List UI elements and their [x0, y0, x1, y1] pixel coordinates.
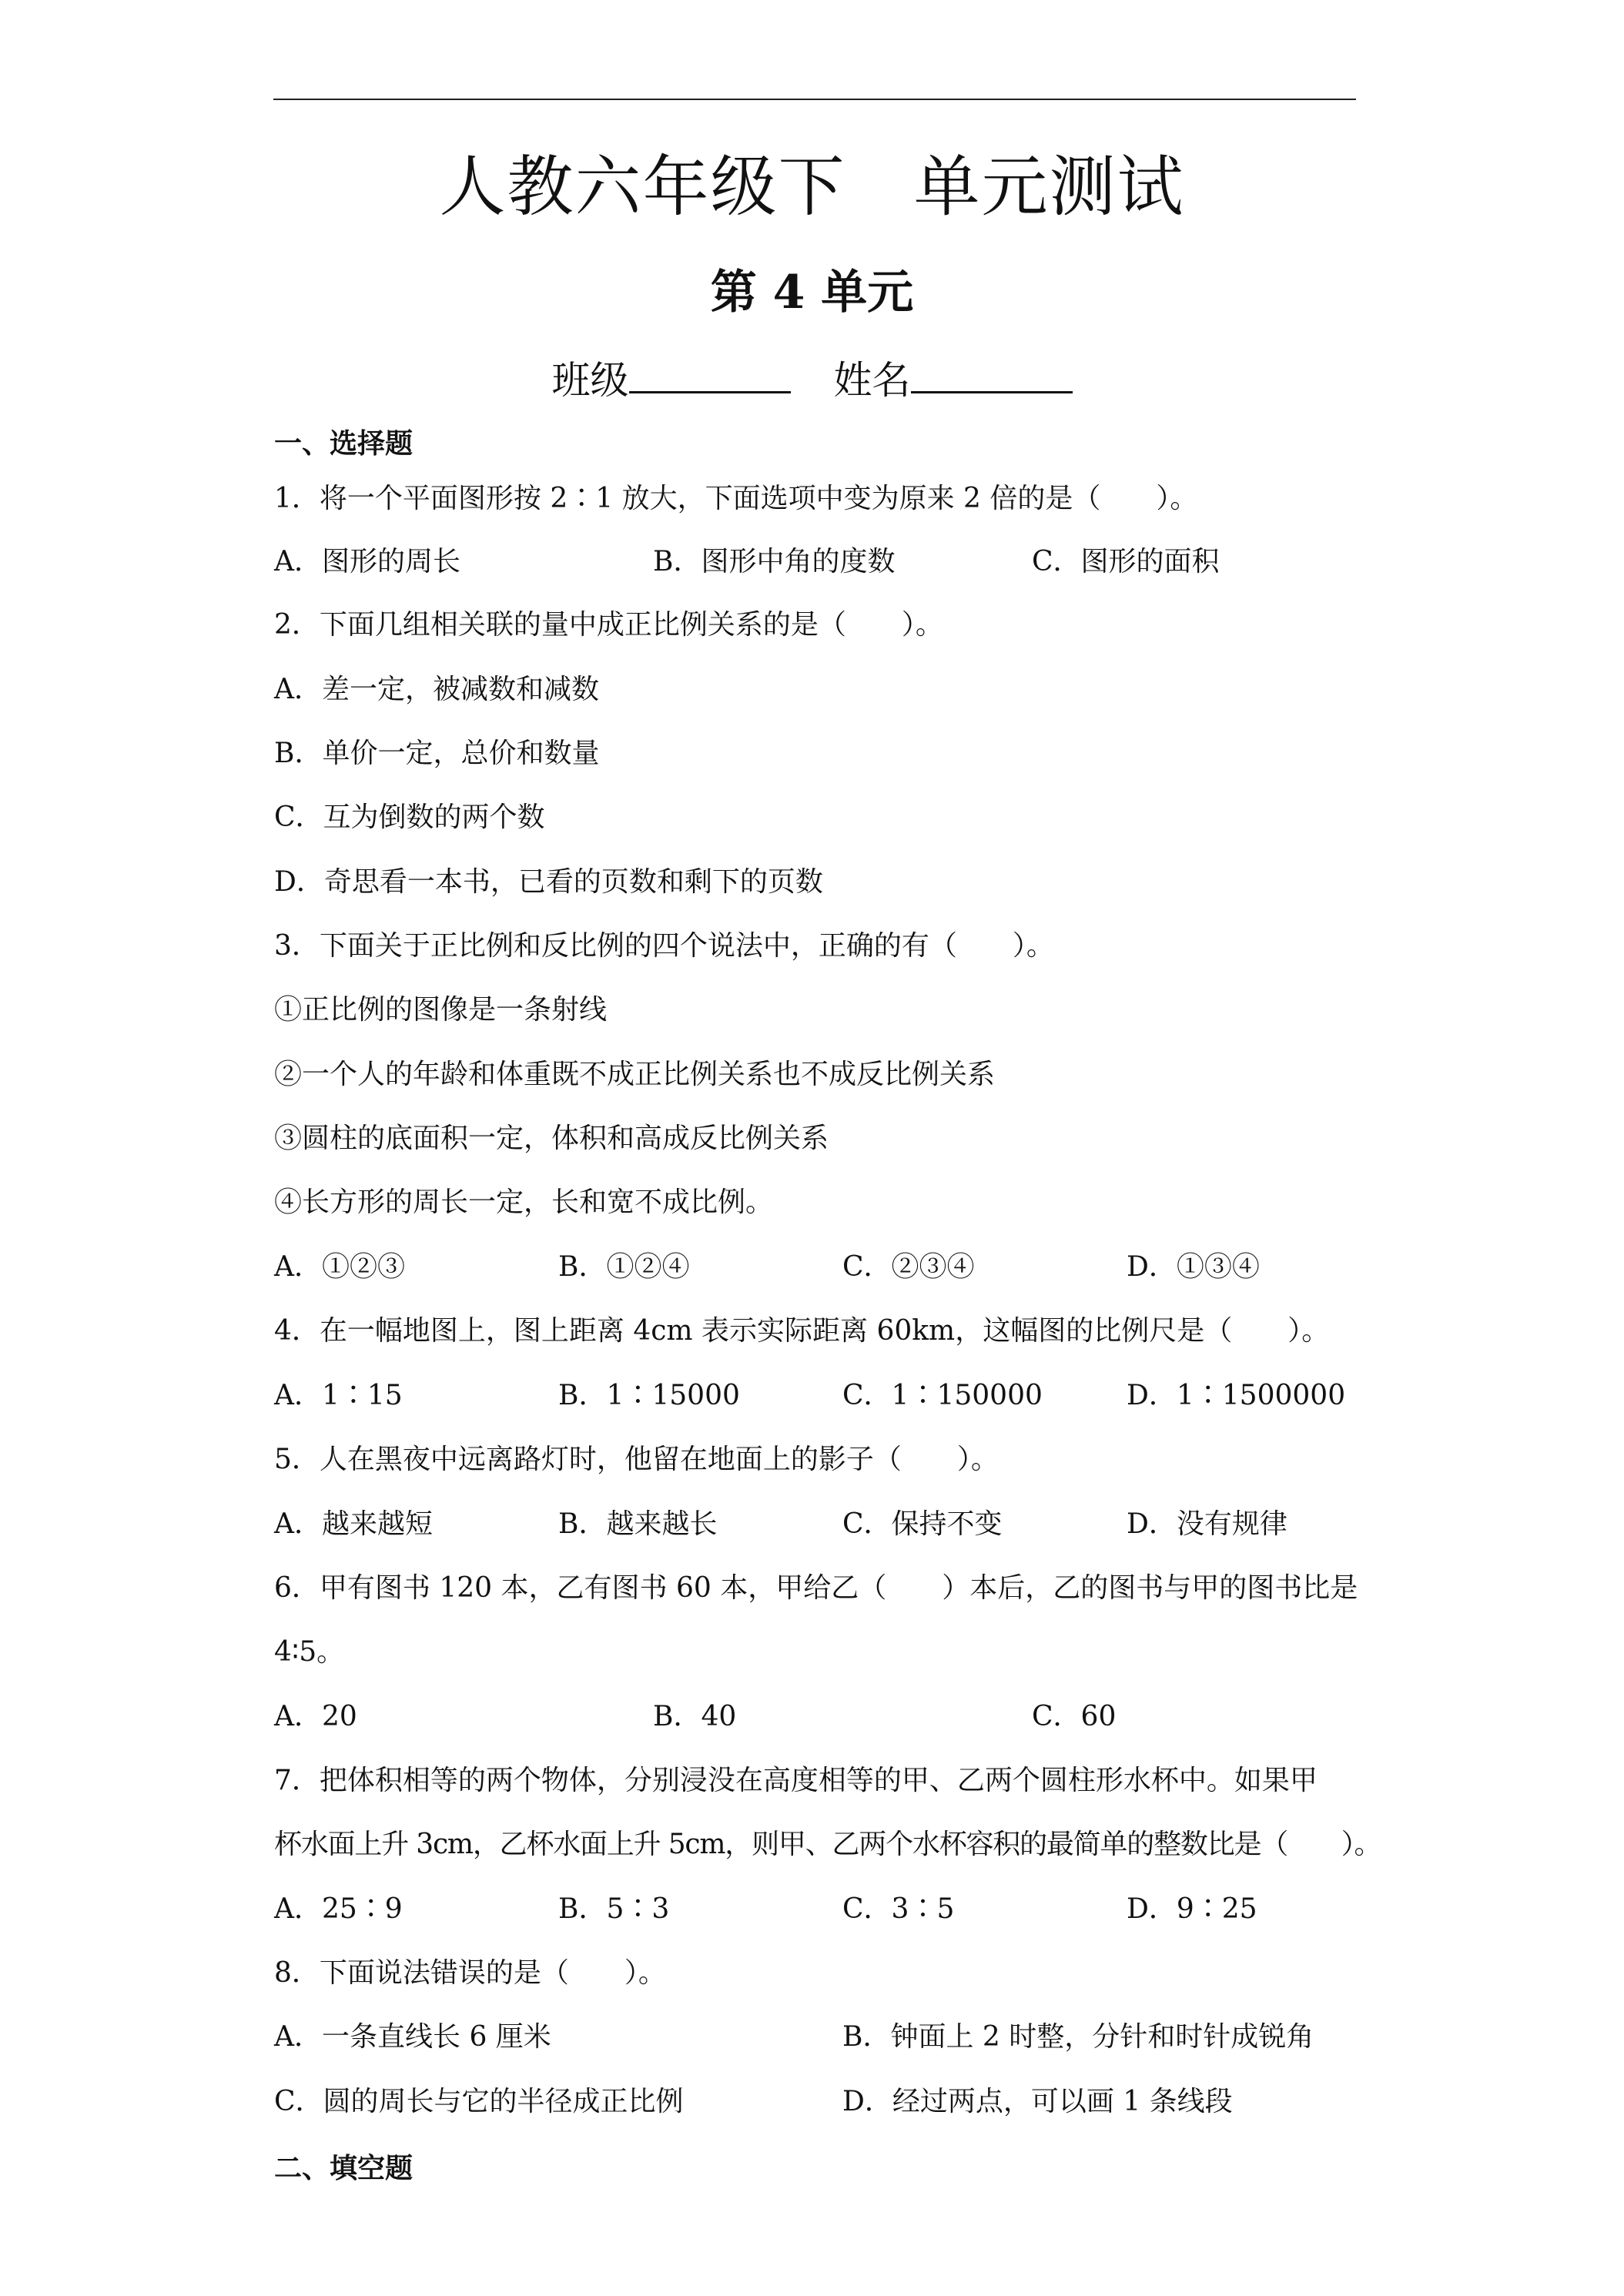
q8-option-c[interactable]: C．圆的周长与它的半径成正比例	[274, 2086, 684, 2117]
unit-title: 第 4 单元	[710, 266, 914, 320]
question-8-stem: 8．下面说法错误的是（ ）。	[274, 1957, 666, 1989]
q3-statement-3: ③圆柱的底面积一定，体积和高成反比例关系	[274, 1123, 829, 1154]
question-7-stem-line1: 7．把体积相等的两个物体，分别浸没在高度相等的甲、乙两个圆柱形水杯中。如果甲	[274, 1765, 1318, 1796]
q8-option-b[interactable]: B．钟面上 2 时整，分针和时针成锐角	[842, 2021, 1314, 2053]
q2-option-c[interactable]: C．互为倒数的两个数	[274, 802, 545, 833]
q7-option-a[interactable]: A．25∶9	[274, 1893, 403, 1925]
question-1-stem: 1．将一个平面图形按 2∶1 放大，下面选项中变为原来 2 倍的是（ ）。	[274, 483, 1198, 514]
question-6-stem-line1: 6．甲有图书 120 本，乙有图书 60 本，甲给乙（ ）本后，乙的图书与甲的图书比是	[274, 1572, 1358, 1604]
q3-option-c[interactable]: C．②③④	[842, 1251, 975, 1283]
question-3-stem: 3．下面关于正比例和反比例的四个说法中，正确的有（ ）。	[274, 930, 1054, 962]
header-rule	[273, 99, 1356, 100]
student-info-line	[0, 353, 1624, 407]
q3-option-a[interactable]: A．①②③	[274, 1251, 405, 1283]
q3-option-b[interactable]: B．①②④	[558, 1251, 690, 1283]
q3-statement-4: ④长方形的周长一定，长和宽不成比例。	[274, 1186, 774, 1218]
q6-option-a[interactable]: A．20	[274, 1701, 357, 1732]
section-fill-heading: 二、填空题	[274, 2152, 414, 2184]
class-label: 班级	[551, 358, 629, 403]
q5-option-c[interactable]: C．保持不变	[842, 1508, 1003, 1540]
class-blank[interactable]	[629, 353, 791, 393]
question-2-stem: 2．下面几组相关联的量中成正比例关系的是（ ）。	[274, 609, 943, 641]
q6-option-c[interactable]: C．60	[1032, 1701, 1117, 1732]
q1-option-b[interactable]: B．图形中角的度数	[653, 546, 896, 577]
q2-option-d[interactable]: D．奇思看一本书，已看的页数和剩下的页数	[274, 866, 823, 898]
q4-option-c[interactable]: C．1∶150000	[842, 1380, 1043, 1411]
q8-option-a[interactable]: A．一条直线长 6 厘米	[274, 2021, 551, 2053]
q1-option-c[interactable]: C．图形的面积	[1032, 546, 1220, 577]
question-7-stem-line2: 杯水面上升 3cm，乙杯水面上升 5cm，则甲、乙两个水杯容积的最简单的整数比是（ ）。	[274, 1829, 1381, 1860]
page-title: 人教六年级下 单元测试	[439, 149, 1185, 226]
question-4-stem: 4．在一幅地图上，图上距离 4cm 表示实际距离 60km，这幅图的比例尺是（ ）。	[274, 1315, 1330, 1347]
section-choice-heading: 一、选择题	[274, 427, 414, 460]
q4-option-d[interactable]: D．1∶1500000	[1127, 1380, 1346, 1411]
q3-option-d[interactable]: D．①③④	[1127, 1251, 1260, 1283]
q5-option-d[interactable]: D．没有规律	[1127, 1508, 1287, 1540]
question-6-stem-line2: 4∶5。	[274, 1636, 345, 1668]
name-blank[interactable]	[911, 353, 1073, 393]
q4-option-b[interactable]: B．1∶15000	[558, 1380, 740, 1411]
q1-option-a[interactable]: A．图形的周长	[274, 546, 460, 577]
q5-option-a[interactable]: A．越来越短	[274, 1508, 433, 1540]
q3-statement-1: ①正比例的图像是一条射线	[274, 994, 608, 1026]
q2-option-a[interactable]: A．差一定，被减数和减数	[274, 674, 599, 705]
q7-option-d[interactable]: D．9∶25	[1127, 1893, 1257, 1925]
q4-option-a[interactable]: A．1∶15	[274, 1380, 403, 1411]
q2-option-b[interactable]: B．单价一定，总价和数量	[274, 738, 600, 769]
q7-option-c[interactable]: C．3∶5	[842, 1893, 955, 1925]
q7-option-b[interactable]: B．5∶3	[558, 1893, 670, 1925]
q6-option-b[interactable]: B．40	[653, 1701, 737, 1732]
name-label: 姓名	[833, 358, 911, 403]
q3-statement-2: ②一个人的年龄和体重既不成正比例关系也不成反比例关系	[274, 1059, 996, 1090]
question-5-stem: 5．人在黑夜中远离路灯时，他留在地面上的影子（ ）。	[274, 1444, 999, 1475]
q5-option-b[interactable]: B．越来越长	[558, 1508, 718, 1540]
q8-option-d[interactable]: D．经过两点，可以画 1 条线段	[842, 2086, 1233, 2117]
